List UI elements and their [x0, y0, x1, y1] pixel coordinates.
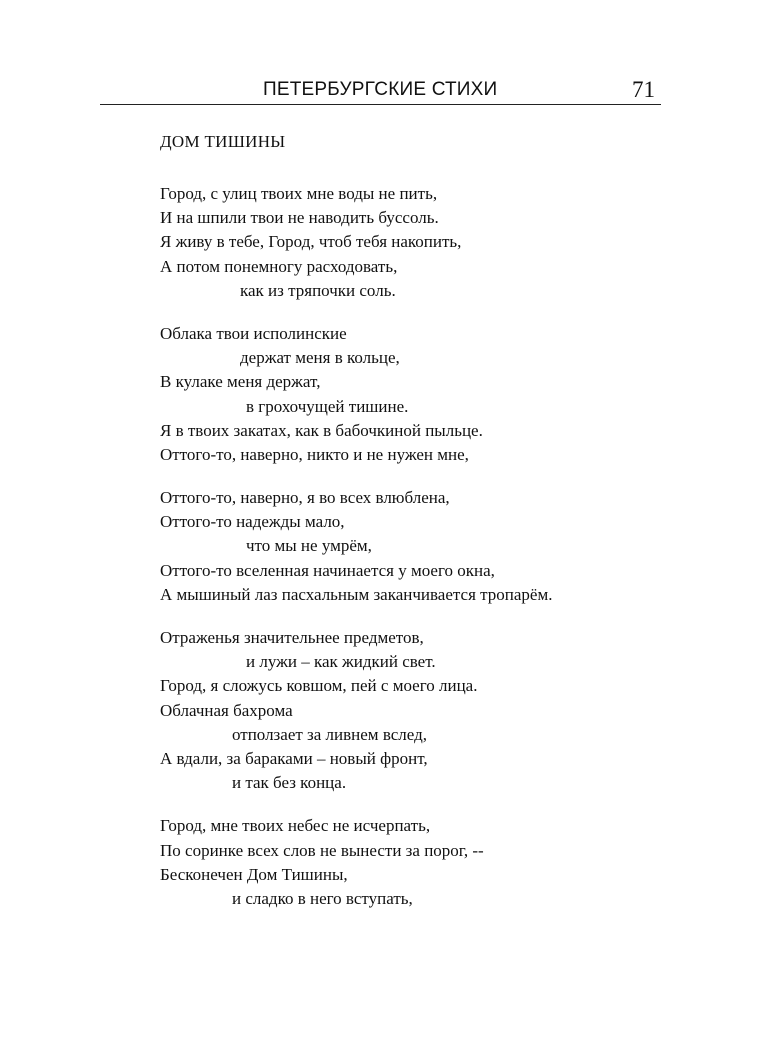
poem-line: Город, с улиц твоих мне воды не пить,	[160, 184, 438, 203]
poem-line: Облачная бахрома	[160, 700, 293, 720]
poem-line: Оттого-то, наверно, я во всех влюблена,	[160, 488, 450, 508]
running-header	[100, 78, 661, 105]
poem-line: Облака твои исполинские	[160, 323, 347, 343]
poem-line: Бесконечен Дом Тишины,	[160, 864, 348, 884]
poem-line: По соринке всех слов не вынести за порог, --	[160, 840, 484, 860]
poem-line-indented: и сладко в него вступать,	[232, 888, 413, 908]
poem-line-indented: держат меня в кольце,	[240, 348, 400, 368]
poem-line-indented: и так без конца.	[232, 773, 347, 793]
poem-title: ДОМ ТИШИНЫ	[160, 132, 286, 151]
poem-line: А мышиный лаз пасхальным заканчивается тропарём.	[160, 584, 553, 604]
poem-line: В кулаке меня держат,	[160, 372, 321, 392]
poem-line-indented: отползает за ливнем вслед,	[232, 724, 427, 744]
poem-line-indented: в грохочущей тишине.	[246, 396, 409, 416]
stanza-5	[160, 814, 680, 911]
page-number: 71	[632, 77, 655, 102]
stanza-2	[160, 322, 680, 467]
stanza-3	[160, 486, 680, 607]
poem-line-indented: и лужи – как жидкий свет.	[246, 652, 436, 672]
poem-line: Город, мне твоих небес не исчерпать,	[160, 816, 431, 836]
stanza-4	[160, 626, 680, 795]
poem-line: Город, я сложусь ковшом, пей с моего лица.	[160, 676, 478, 696]
poem-line-indented: что мы не умрём,	[246, 536, 372, 556]
poem-line-indented: как из тряпочки соль.	[240, 280, 396, 300]
poem-line: Оттого-то, наверно, никто и не нужен мне,	[160, 444, 469, 464]
poem-body	[160, 182, 680, 930]
poem-line: Оттого-то вселенная начинается у моего окна,	[160, 560, 495, 580]
poem-line: Отраженья значительнее предметов,	[160, 628, 424, 647]
running-title: ПЕТЕРБУРГСКИЕ СТИХИ	[263, 79, 498, 100]
poem-line: А вдали, за бараками – новый фронт,	[160, 748, 428, 768]
poem-line: А потом понемногу расходовать,	[160, 256, 398, 276]
poem-line: И на шпили твои не наводить буссоль.	[160, 208, 439, 228]
poem-line: Я в твоих закатах, как в бабочкиной пыльце.	[160, 420, 483, 440]
poem-line: Я живу в тебе, Город, чтоб тебя накопить,	[160, 232, 462, 252]
stanza-1	[160, 182, 680, 303]
poem-line: Оттого-то надежды мало,	[160, 512, 345, 532]
